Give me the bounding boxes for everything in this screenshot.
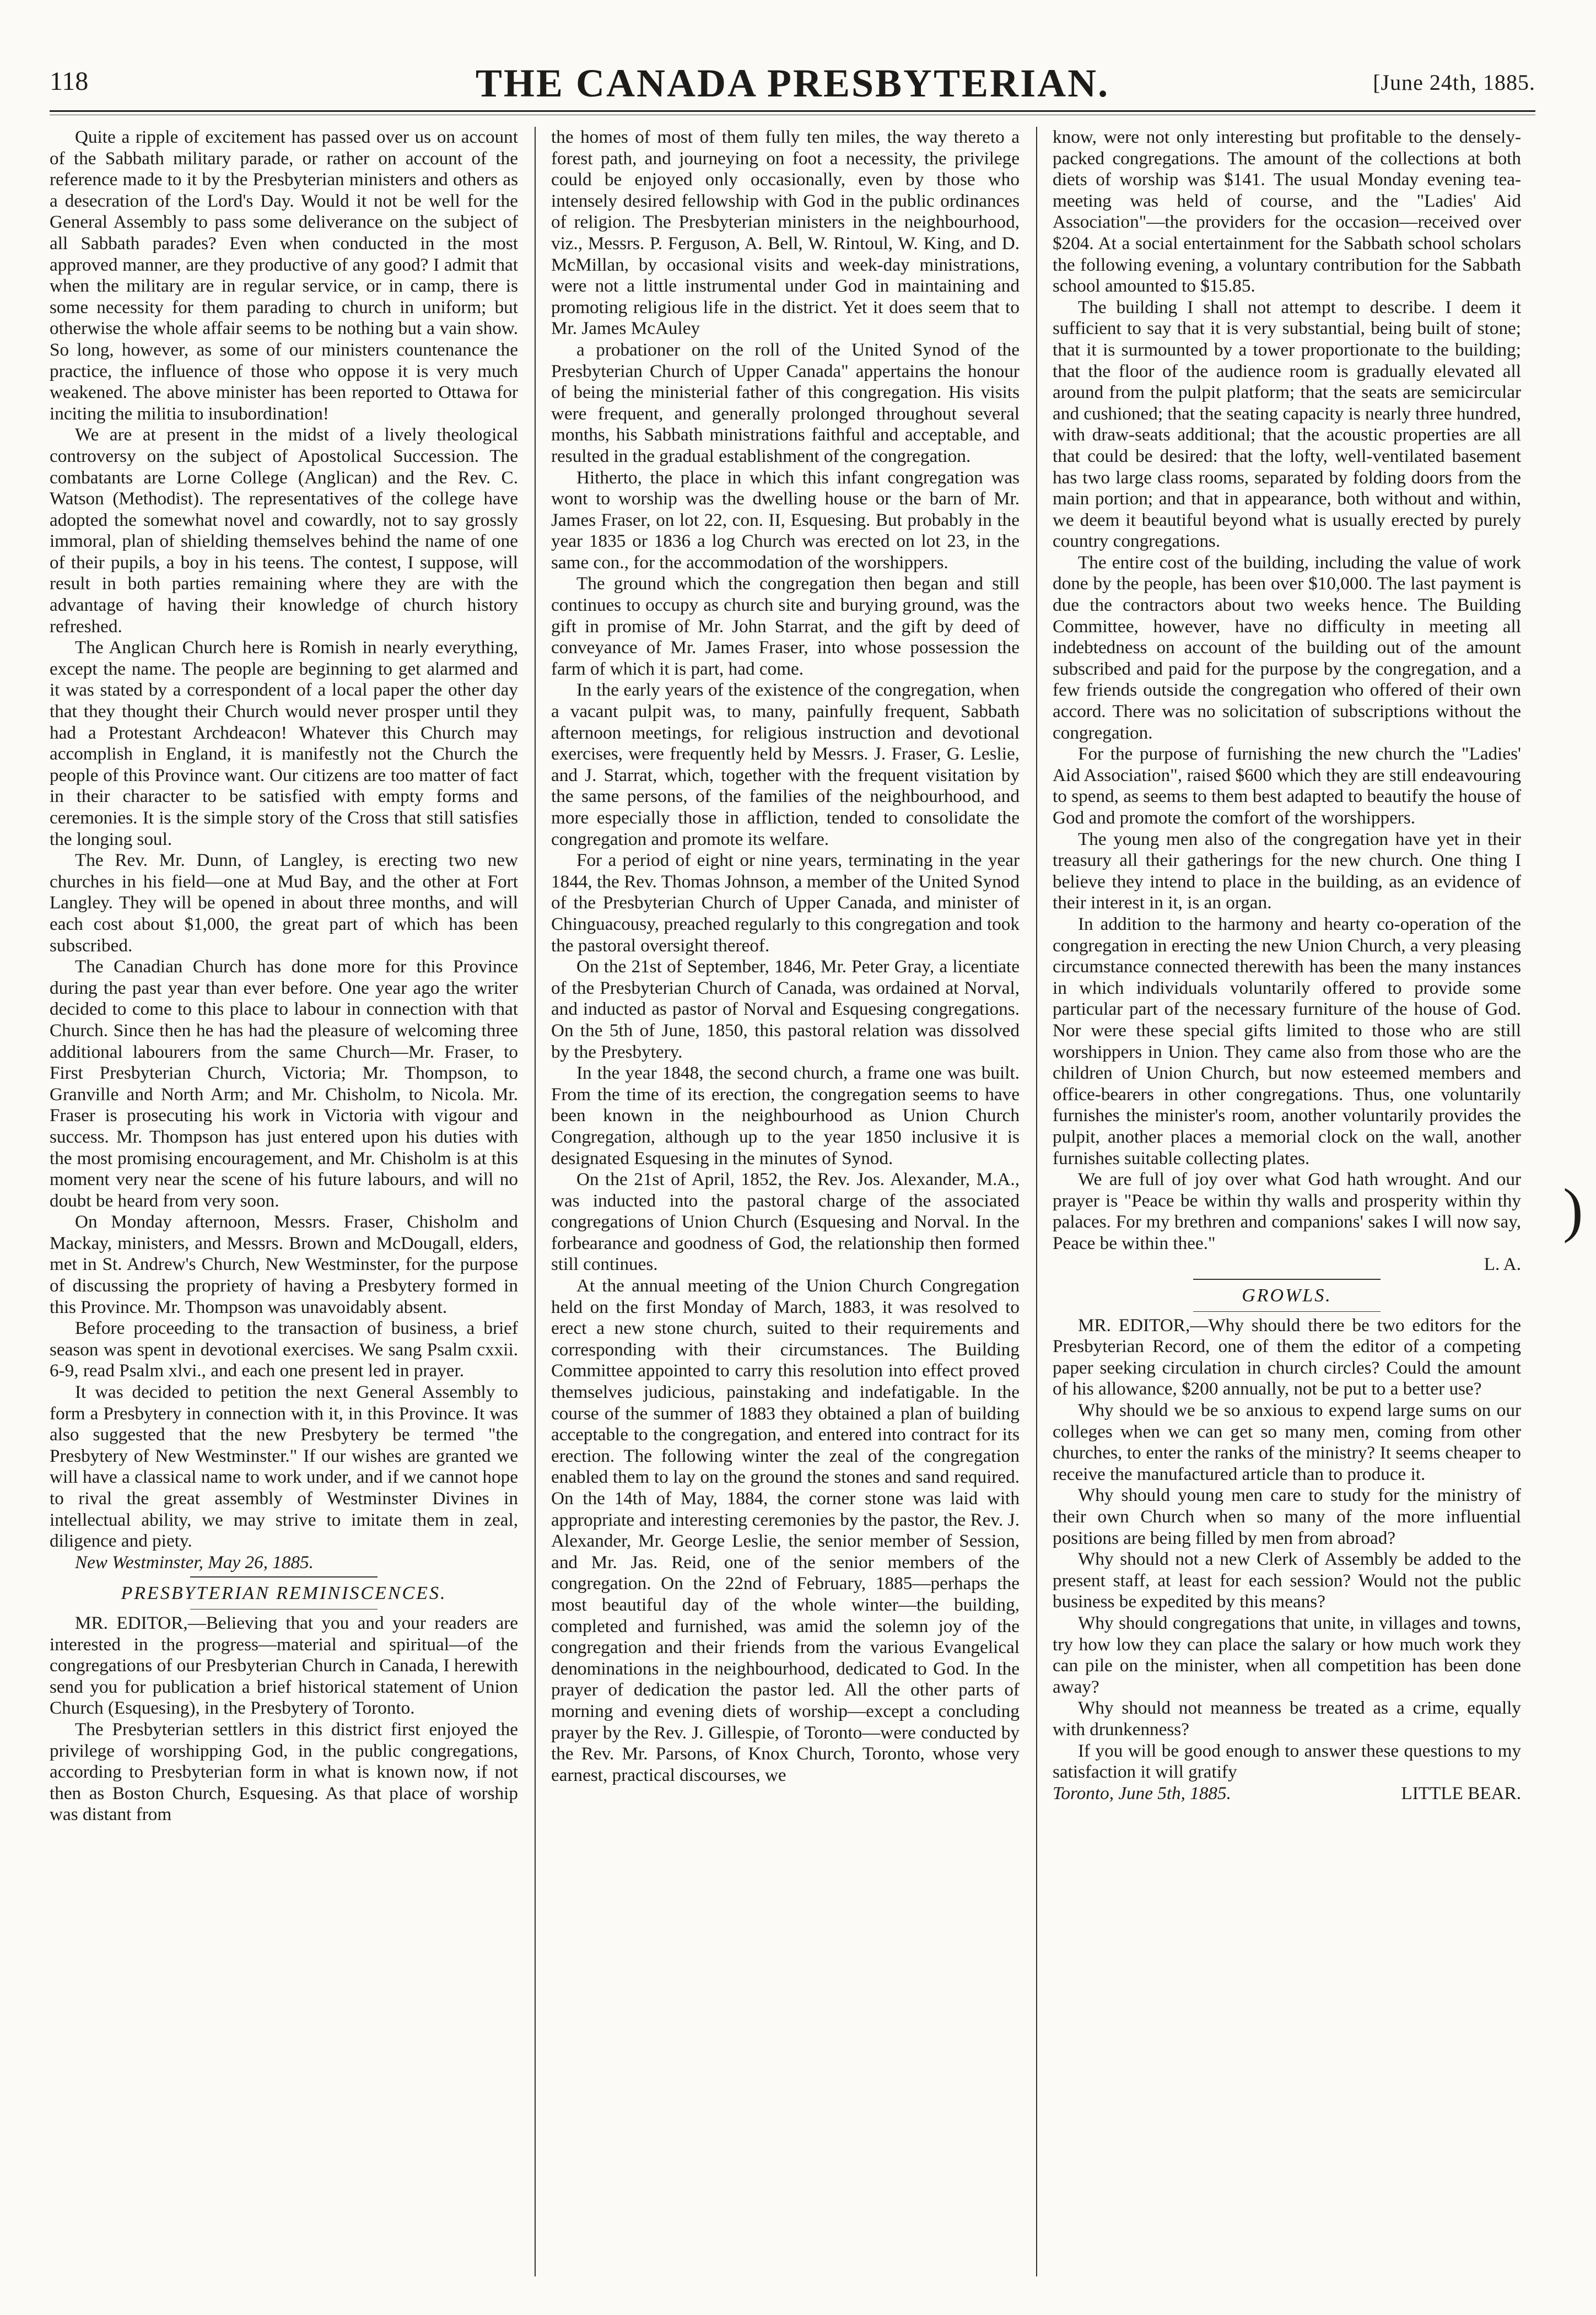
signoff-name: LITTLE BEAR.: [1401, 1783, 1521, 1803]
paragraph: MR. EDITOR,—Believing that you and your readers are interested in the progress—material and spiritual—of the congregations of our Presbyterian Church in Canada, I herewith send you for publication a brief historical statement of Union Church (Esquesing), in the Presbytery of Toronto.: [50, 1612, 518, 1719]
paragraph: The Rev. Mr. Dunn, of Langley, is erecting two new churches in his field—one at Mud Bay, and the other at Fort Langley. They will be opened in about three months, and will each cost about $1,000, the great part of which has been subscribed.: [50, 850, 518, 956]
article-heading: GROWLS.: [1242, 1285, 1332, 1306]
margin-bracket-mark: ): [1563, 1176, 1583, 1243]
paragraph: The young men also of the congregation have yet in their treasury all their gatherings for the new church. One thing I believe they intend to place in the building, as an evidence of their interest in it, is an organ.: [1053, 828, 1521, 913]
paragraph: MR. EDITOR,—Why should there be two editors for the Presbyterian Record, one of them the editor of a competing paper seeking circulation in church circles? Could the amount of his allowance, $200 annually, not be put to a better use?: [1053, 1315, 1521, 1399]
column-2: [551, 127, 1020, 2293]
column-1: [50, 127, 518, 2293]
paragraph: On the 21st of April, 1852, the Rev. Jos. Alexander, M.A., was inducted into the pastoral charge of the associated congregations of Union Church (Esquesing and Norval. In the forbearance and goodness of God, the relationship then formed still continues.: [551, 1169, 1020, 1275]
paragraph: Why should not meanness be treated as a crime, equally with drunkenness?: [1053, 1698, 1521, 1740]
section-rule: [1193, 1311, 1381, 1312]
paragraph: Why should not a new Clerk of Assembly be added to the present staff, at least for each session? Would not the public business be expedited by this means?: [1053, 1549, 1521, 1612]
paragraph: If you will be good enough to answer these questions to my satisfaction it will gratify: [1053, 1740, 1521, 1783]
paragraph: In the year 1848, the second church, a frame one was built. From the time of its erection, the congregation seems to have been known in the neighbourhood as Union Church Congregation, although up to the year 1850 inclusive it is designated Esquesing in the minutes of Synod.: [551, 1063, 1020, 1169]
paragraph: On Monday afternoon, Messrs. Fraser, Chisholm and Mackay, ministers, and Messrs. Brown and McDougall, elders, met in St. Andrew's Church, New Westminster, for the purpose of discussing the propriety of having a Presbytery formed in this Province. Mr. Thompson was unavoidably absent.: [50, 1212, 518, 1317]
paragraph: The ground which the congregation then began and still continues to occupy as church site and burying ground, was the gift in promise of Mr. John Starrat, and the gift by deed of conveyance of Mr. James Fraser, into whose possession the farm of which it is part, had come.: [551, 573, 1020, 679]
signoff-place: Toronto, June 5th, 1885.: [1053, 1783, 1231, 1803]
paragraph: We are full of joy over what God hath wrought. And our prayer is "Peace be within thy walls and prosperity within thy palaces. For my brethren and companions' sakes I will now say, Peace be within thee.": [1053, 1169, 1521, 1253]
paragraph: Quite a ripple of excitement has passed over us on account of the Sabbath military parade, or rather on account of the reference made to it by the Presbyterian ministers and others as a desecration of the Lord's Day. Would it not be well for the General Assembly to pass some deliverance on the subject of all Sabbath parades? Even when conducted in the most approved manner, are they productive of any good? I admit that when the military are in regular service, or in camp, there is some necessity for them parading to church in uniform; but otherwise the whole affair seems to be nothing but a vain show. So long, however, as some of our ministers countenance the practice, the influence of those who oppose it is very much weakened. The above minister has been reported to Ottawa for inciting the militia to insubordination!: [50, 127, 518, 424]
paragraph: In the early years of the existence of the congregation, when a vacant pulpit was, to many, painfully frequent, Sabbath afternoon meetings, for religious instruction and devotional exercises, were frequently held by Messrs. J. Fraser, G. Leslie, and J. Starrat, which, together with the frequent visitation by the same persons, of the families of the neighbourhood, and more especially those in affliction, tended to consolidate the congregation and promote its welfare.: [551, 680, 1020, 849]
paragraph: It was decided to petition the next General Assembly to form a Presbytery in connection with it, in this Province. It was also suggested that the new Presbytery be termed "the Presbytery of New Westminster." If our wishes are granted we will have a classical name to work under, and if we cannot hope to rival the great assembly of Westminster Divines in intellectual ability, we may strive to imitate them in zeal, diligence and piety.: [50, 1382, 518, 1552]
section-rule: [190, 1576, 378, 1578]
paragraph: At the annual meeting of the Union Church Congregation held on the first Monday of March, 1883, it was resolved to erect a new stone church, suited to their requirements and corresponding with their circumstances. The Building Committee appointed to carry this resolution into effect proved themselves judicious, painstaking and indefatigable. In the course of the summer of 1883 they obtained a plan of building acceptable to the congregation, and entered into contract for its erection. The following winter the zeal of the congregation enabled them to lay on the ground the stones and sand required. On the 14th of May, 1884, the corner stone was laid with appropriate and interesting ceremonies by the pastor, the Rev. J. Alexander, Mr. George Leslie, the senior member of Session, and Mr. Jas. Reid, one of the senior members of the congregation. On the 22nd of February, 1885—perhaps the most beautiful day of the whole winter—the building, completed and furnished, was amid the solemn joy of the congregation and their friends from the various Evangelical denominations in the neighbourhood, dedicated to God. In the prayer of dedication the pastor led. All the other parts of morning and evening diets of worship—except a concluding prayer by the Rev. J. Gillespie, of Toronto—were conducted by the Rev. Mr. Parsons, of Knox Church, Toronto, whose very earnest, practical discourses, we: [551, 1275, 1020, 1785]
paragraph: Why should young men care to study for the ministry of their own Church when so many of the more influential positions are being filled by men from abroad?: [1053, 1485, 1521, 1548]
page-header: [50, 61, 1535, 121]
article-heading: PRESBYTERIAN REMINISCENCES.: [121, 1583, 447, 1604]
column-separator: [1036, 127, 1037, 2276]
paragraph: know, were not only interesting but profitable to the densely-packed congregations. The amount of the collections at both diets of worship was $141. The usual Monday evening tea-meeting was held of course, and the "Ladies' Aid Association"—the providers for the occasion—received over $204. At a social entertainment for the Sabbath school scholars the following evening, a voluntary contribution for the Sabbath school amounted to $15.85.: [1053, 127, 1521, 297]
paragraph: Why should congregations that unite, in villages and towns, try how low they can place the salary or how much work they can pile on the minister, when all competition has been done away?: [1053, 1612, 1521, 1697]
column-separator: [535, 127, 536, 2276]
dateline: New Westminster, May 26, 1885.: [75, 1552, 314, 1573]
header-rule: [50, 110, 1535, 112]
paragraph: a probationer on the roll of the United Synod of the Presbyterian Church of Upper Canada" appertains the honour of being the ministerial father of this congregation. His visits were frequent, and generally prolonged throughout several months, his Sabbath ministrations faithful and acceptable, and resulted in the gradual establishment of the congregation.: [551, 339, 1020, 466]
paragraph: Hitherto, the place in which this infant congregation was wont to worship was the dwelling house or the barn of Mr. James Fraser, on lot 22, con. II, Esquesing. But probably in the year 1835 or 1836 a log Church was erected on lot 23, in the same con., for the accommodation of the worshippers.: [551, 467, 1020, 573]
paragraph: The Presbyterian settlers in this district first enjoyed the privilege of worshipping God, in the public congregations, according to Presbyterian form in what is known now, if not then as Boston Church, Esquesing. As that place of worship was distant from: [50, 1719, 518, 1825]
issue-date: [June 24th, 1885.: [1373, 70, 1535, 95]
paragraph: The Canadian Church has done more for this Province during the past year than ever before. One year ago the writer decided to come to this place to labour in connection with that Church. Since then he has had the pleasure of welcoming three additional labourers from the same Church—Mr. Fraser, to First Presbyterian Church, Victoria; Mr. Thompson, to Granville and North Arm; and Mr. Chisholm, to Nicola. Mr. Fraser is prosecuting his work in Victoria with vigour and success. Mr. Thompson has just entered upon his duties with the most promising encouragement, and Mr. Chisholm is at this moment very near the scene of his future labours, and will no doubt be heard from very soon.: [50, 956, 518, 1211]
paragraph: On the 21st of September, 1846, Mr. Peter Gray, a licentiate of the Presbyterian Church of Canada, was ordained at Norval, and inducted as pastor of Norval and Esquesing congregations. On the 5th of June, 1850, this pastoral relation was dissolved by the Presbytery.: [551, 956, 1020, 1062]
paragraph: Before proceeding to the transaction of business, a brief season was spent in devotional exercises. We sang Psalm cxxii. 6-9, read Psalm xlvi., and each one present led in prayer.: [50, 1318, 518, 1381]
paragraph: For a period of eight or nine years, terminating in the year 1844, the Rev. Thomas Johnson, a member of the United Synod of the Presbyterian Church of Upper Canada, and minister of Chinguacousy, preached regularly to this congregation and took the pastoral oversight thereof.: [551, 850, 1020, 956]
paragraph: The Anglican Church here is Romish in nearly everything, except the name. The people are beginning to get alarmed and it was stated by a correspondent of a local paper the other day that they thought their Church would never prosper until they had a Protestant Archdeacon! Whatever this Church may accomplish in England, it is manifestly not the Church the people of this Province want. Our citizens are too matter of fact in their character to be satisfied with empty forms and ceremonies. It is the simple story of the Cross that still satisfies the longing soul.: [50, 637, 518, 849]
paragraph: For the purpose of furnishing the new church the "Ladies' Aid Association", raised $600 which they are still endeavouring to spend, as seems to them best adapted to beautify the house of God and promote the comfort of the worshippers.: [1053, 744, 1521, 828]
masthead-title: THE CANADA PRESBYTERIAN.: [475, 61, 1110, 105]
paragraph: the homes of most of them fully ten miles, the way thereto a forest path, and journeying on foot a necessity, the privilege could be enjoyed only occasionally, even by those who intensely desired fellowship with God in the public ordinances of religion. The Presbyterian ministers in the neighbourhood, viz., Messrs. P. Ferguson, A. Bell, W. Rintoul, W. King, and D. McMillan, by occasional visits and week-day ministrations, were not a little instrumental under God in maintaining and promoting religious life in the district. Yet it does seem that to Mr. James McAuley: [551, 127, 1020, 339]
paragraph: The building I shall not attempt to describe. I deem it sufficient to say that it is very substantial, being built of stone; that it is surmounted by a tower proportionate to the building; that the floor of the audience room is gradually elevated all around from the pulpit platform; that the seats are semicircular and cushioned; that the seating capacity is nearly three hundred, with draw-seats additional; that the acoustic properties are all that could be desired: that the lofty, well-ventilated basement has two large class rooms, separated by folding doors from the main portion; and that in appearance, both without and within, we deem it beautiful beyond what is usually erected by purely country congregations.: [1053, 297, 1521, 552]
signoff: [1053, 1783, 1521, 1805]
paragraph: The entire cost of the building, including the value of work done by the people, has been over $10,000. The last payment is due the contractors about two weeks hence. The Building Committee, however, have no difficulty in meeting all indebtedness on account of the building out of the amount subscribed and paid for the purpose by the congregation, and a few friends outside the congregation who offered of their own accord. There was no solicitation of subscriptions without the congregation.: [1053, 552, 1521, 743]
paragraph: We are at present in the midst of a lively theological controversy on the subject of Apostolical Succession. The combatants are Lorne College (Anglican) and the Rev. C. Watson (Methodist). The representatives of the college have adopted the somewhat novel and cowardly, not to say grossly immoral, plan of shielding themselves behind the name of one of their pupils, a boy in his teens. The contest, I suppose, will result in both parties remaining where they are with the advantage of having their knowledge of church history refreshed.: [50, 424, 518, 637]
signature: L. A.: [1484, 1254, 1521, 1275]
paragraph: In addition to the harmony and hearty co-operation of the congregation in erecting the new Union Church, a very pleasing circumstance connected therewith has been the many instances in which individuals voluntarily offered to provide some particular part of the necessary furniture of the house of God. Nor were these special gifts limited to those who are still worshippers in Union. They came also from those who are the children of Union Church, but now esteemed members and office-bearers in other congregations. Thus, one voluntarily furnishes the minister's room, another voluntarily provides the pulpit, another places a memorial clock on the wall, another furnishes suitable collecting plates.: [1053, 913, 1521, 1169]
column-3: [1053, 127, 1521, 2293]
page-number: 118: [50, 67, 89, 96]
paragraph: Why should we be so anxious to expend large sums on our colleges when we can get so many men, coming from other churches, to enter the ranks of the ministry? It seems cheaper to receive the manufactured article than to produce it.: [1053, 1400, 1521, 1484]
section-rule: [1193, 1279, 1381, 1280]
